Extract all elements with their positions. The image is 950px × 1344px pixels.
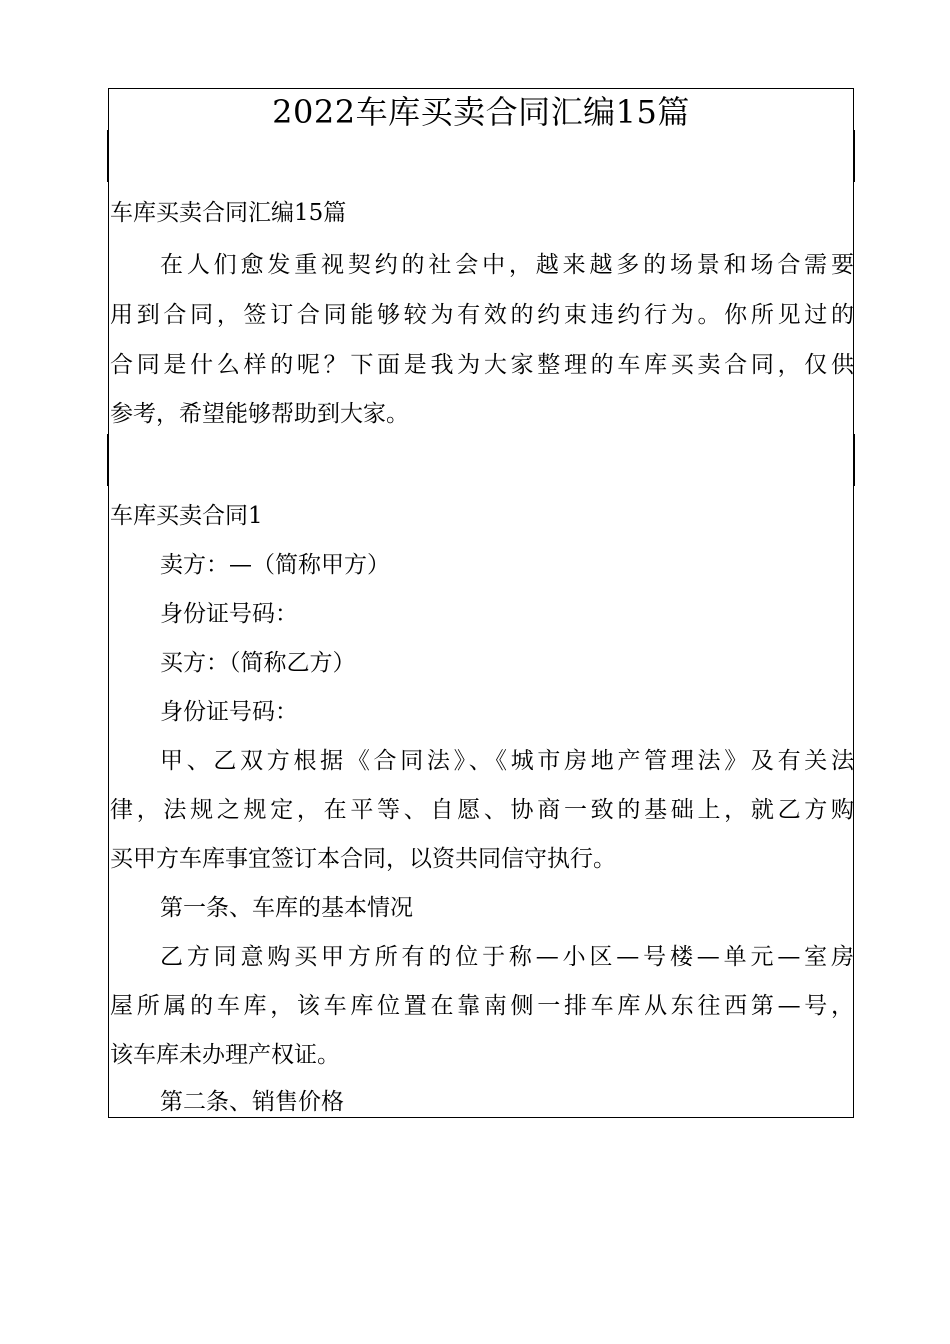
- article-1-line-1: 乙方同意购买甲方所有的位于称—小区—号楼—单元—室房: [160, 944, 854, 970]
- right-gap-mark-1: [853, 130, 855, 182]
- seller-id-line: 身份证号码：: [160, 601, 298, 627]
- document-title: 2022车库买卖合同汇编15篇: [272, 93, 690, 131]
- preamble-line-1: 甲、乙双方根据《合同法》、《城市房地产管理法》及有关法: [160, 748, 854, 774]
- seller-line: 卖方：—（简称甲方）: [160, 552, 390, 578]
- contract-heading: 车库买卖合同1: [110, 503, 263, 529]
- article-1-line-3: 该车库未办理产权证。: [110, 1042, 340, 1068]
- intro-line-1: 在人们愈发重视契约的社会中，越来越多的场景和场合需要: [160, 252, 854, 278]
- buyer-line: 买方：（简称乙方）: [160, 650, 356, 676]
- intro-line-2: 用到合同，签订合同能够较为有效的约束违约行为。你所见过的: [110, 302, 854, 328]
- preamble-line-2: 律，法规之规定，在平等、自愿、协商一致的基础上，就乙方购: [110, 797, 854, 823]
- buyer-id-line: 身份证号码：: [160, 699, 298, 725]
- intro-line-4: 参考，希望能够帮助到大家。: [110, 401, 409, 427]
- right-gap-mark-2: [853, 434, 855, 486]
- article-1-title: 第一条、车库的基本情况: [160, 895, 413, 921]
- article-1-line-2: 屋所属的车库，该车库位置在靠南侧一排车库从东往西第—号，: [110, 993, 854, 1019]
- preamble-line-3: 买甲方车库事宜签订本合同，以资共同信守执行。: [110, 846, 616, 872]
- article-2-title: 第二条、销售价格: [160, 1089, 344, 1115]
- left-gap-mark-1: [107, 130, 109, 182]
- intro-heading: 车库买卖合同汇编15篇: [110, 200, 347, 226]
- left-gap-mark-2: [107, 434, 109, 486]
- intro-line-3: 合同是什么样的呢？下面是我为大家整理的车库买卖合同，仅供: [110, 352, 854, 378]
